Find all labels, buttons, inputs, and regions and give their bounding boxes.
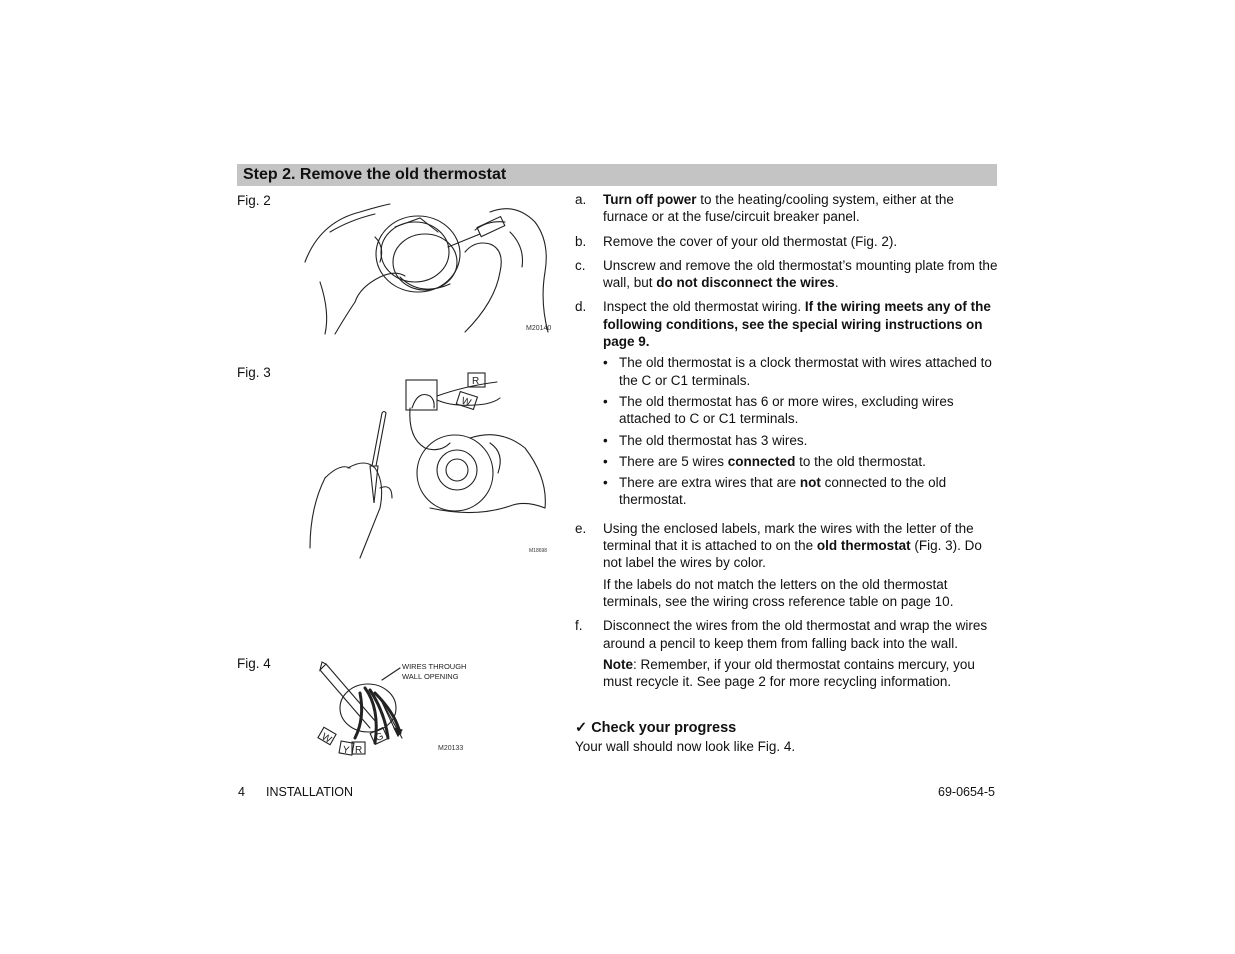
step-e-bold: old thermostat <box>816 538 911 554</box>
instructions-column <box>575 191 1000 697</box>
fig2-code: M20140 <box>526 325 552 332</box>
step-c-bold: do not disconnect the wires <box>656 275 835 291</box>
condition-text: There are 5 wires <box>619 453 728 469</box>
list-item <box>603 453 1000 470</box>
condition-bold: connected <box>727 453 796 469</box>
step-letter: d. <box>575 299 587 315</box>
step-letter: e. <box>575 520 587 536</box>
document-number: 69-0654-5 <box>938 785 995 799</box>
fig2-illustration <box>300 192 555 337</box>
step-b-text: Remove the cover of your old thermostat (Fig. 2). <box>603 233 898 249</box>
condition-bold: not <box>799 475 821 491</box>
condition-text: to the old thermostat. <box>795 453 926 469</box>
fig4-code: M20133 <box>438 745 464 752</box>
fig4-callout-line1: WIRES THROUGH <box>402 662 467 671</box>
list-item <box>603 393 1000 428</box>
check-progress-text: Your wall should now look like Fig. 4. <box>575 739 796 754</box>
fig4-tag-w: W <box>319 731 334 746</box>
fig3-illustration <box>300 368 555 563</box>
step-e-post: (Fig. 3). Do not label the wires by color. <box>603 538 982 571</box>
step-letter: b. <box>575 233 587 249</box>
fig4-tag-r: R <box>355 745 363 756</box>
step-f <box>575 617 1000 690</box>
step-e-text: Using the enclosed labels, mark the wires with the letter of the terminal that it is attached to on the <box>603 520 974 554</box>
list-item <box>603 354 1000 389</box>
step-letter: c. <box>575 257 586 273</box>
fig4-label: Fig. 4 <box>237 656 271 671</box>
fig2-label: Fig. 2 <box>237 193 271 208</box>
step-e <box>575 520 1000 610</box>
step-c-text: Unscrew and remove the old thermostat’s mounting plate from the wall, but <box>603 257 998 291</box>
condition-text: The old thermostat has 3 wires. <box>619 432 808 448</box>
step-b <box>575 233 1000 250</box>
condition-text: There are extra wires that are <box>619 475 800 491</box>
fig3-code: M18698 <box>529 548 548 554</box>
step-a <box>575 191 1000 226</box>
section-header <box>237 164 997 186</box>
fig4-illustration <box>310 658 490 760</box>
list-item <box>603 432 1000 449</box>
step-a-text: to the heating/cooling system, either at the furnace or at the fuse/circuit breaker panel. <box>603 192 954 225</box>
step-d-bold: If the wiring meets any of the following conditions, see the special wiring instructions on page 9. <box>603 299 991 350</box>
fig3-label: Fig. 3 <box>237 365 271 380</box>
check-progress-title: Check your progress <box>591 720 737 736</box>
list-item <box>603 474 1000 509</box>
condition-text: connected to the old thermostat. <box>619 475 947 508</box>
condition-text: The old thermostat has 6 or more wires, excluding wires attached to C or C1 terminals. <box>619 393 954 427</box>
fig4-tag-g: G <box>373 730 386 745</box>
checkmark-icon: ✓ <box>575 720 588 736</box>
step-c-end: . <box>834 275 839 291</box>
note-label: Note <box>603 656 633 672</box>
step-c <box>575 257 1000 292</box>
step-f-text: Disconnect the wires from the old thermostat and wrap the wires around a pencil to keep them from falling back into the wall. <box>603 618 988 651</box>
step-a-bold: Turn off power <box>603 192 697 207</box>
step-letter: f. <box>575 618 583 634</box>
note-text: : Remember, if your old thermostat contains mercury, you must recycle it. See page 2 for more recycling information. <box>603 656 975 690</box>
condition-text: The old thermostat is a clock thermostat with wires attached to the C or C1 terminals. <box>619 355 992 388</box>
condition-list <box>603 354 1000 508</box>
step-d <box>575 298 1000 508</box>
fig3-tag-r: R <box>472 376 480 387</box>
section-title: Step 2. Remove the old thermostat <box>243 166 507 183</box>
step-letter: a. <box>575 192 587 207</box>
step-e-para2: If the labels do not match the letters on the old thermostat terminals, see the wiring cross reference table on page 10. <box>603 576 954 609</box>
fig4-callout-line2: WALL OPENING <box>402 672 459 681</box>
step-d-text: Inspect the old thermostat wiring. <box>603 299 805 315</box>
page-number: 4 <box>238 785 245 799</box>
fig3-tag-w: W <box>459 395 473 409</box>
fig4-tag-y: Y <box>341 744 351 757</box>
check-progress-heading <box>575 720 736 736</box>
footer-section: INSTALLATION <box>266 785 354 799</box>
